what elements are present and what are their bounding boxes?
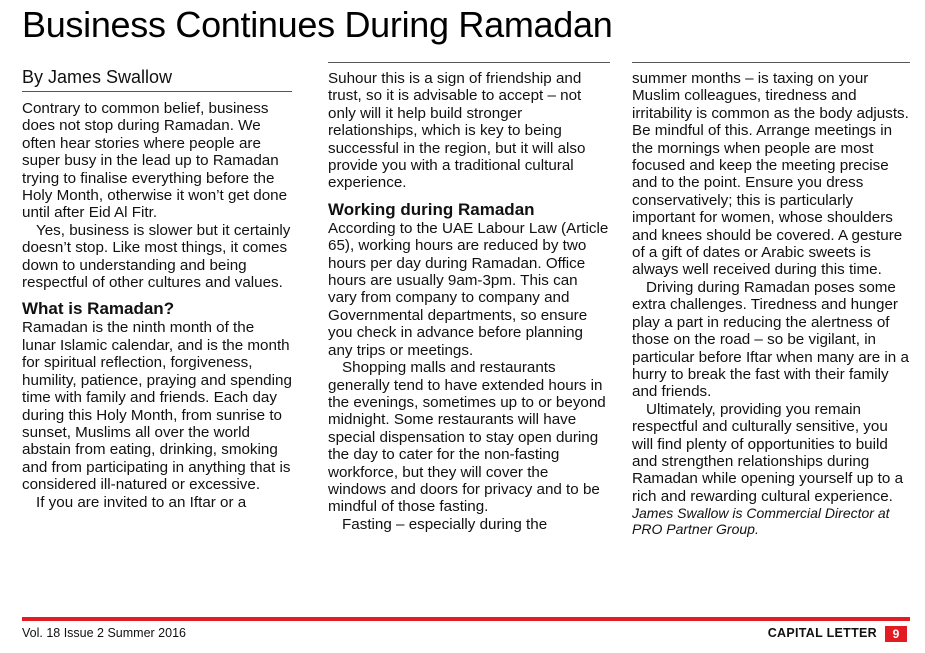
publication-name: CAPITAL LETTER <box>767 626 877 640</box>
column-rule-3 <box>632 62 910 63</box>
article-column-1 <box>22 66 292 511</box>
article-column-3 <box>632 70 910 537</box>
paragraph: According to the UAE Labour Law (Article 65), working hours are reduced by two hours per day during Ramadan. Office hours are usually 9am-3pm. This can vary from company to company and Governmental departments, so ensure you check in advance before planning any trips or meetings. <box>328 219 609 359</box>
paragraph: Ultimately, providing you remain respectful and culturally sensitive, you will find plenty of opportunities to build and strengthen relationships during Ramadan while opening yourself up to a rich and rewarding cultural experience. <box>632 400 904 505</box>
paragraph: Ramadan is the ninth month of the lunar Islamic calendar, and is the month for spiritual reflection, forgiveness, humility, patience, praying and spending time with family and friends. Each day during this Holy Month, from sunrise to sunset, Muslims all over the world abstain from eating, drinking, smoking and from participating in anything that is considered ill-natured or excessive. <box>22 319 292 494</box>
section-heading: Working during Ramadan <box>328 199 535 219</box>
paragraph: Driving during Ramadan poses some extra challenges. Tiredness and hunger play a part in reducing the alertness of those on the road – so be vigilant, in particular before Iftar when many are in a hurry to break the fast with their family and friends. <box>632 278 909 401</box>
byline: By James Swallow <box>22 67 173 87</box>
article-column-2 <box>328 70 610 533</box>
paragraph: Suhour this is a sign of friendship and trust, so it is advisable to accept – not only will it help build stronger relationships, which is key to being successful in the region, but it will also provide you with a traditional cultural experience. <box>328 70 586 192</box>
page-number: 9 <box>885 626 907 642</box>
issue-info: Vol. 18 Issue 2 Summer 2016 <box>22 626 186 640</box>
paragraph: summer months – is taxing on your Muslim colleagues, tiredness and irritability is common as the body adjusts. Be mindful of this. Arrange meetings in the mornings when people are most focused and keep the meeting precise and to the point. Ensure you dress conservatively; this is particularly important for women, whose shoulders and knees should be covered. A gesture of a gift of dates or Arabic sweets is always well received during this time. <box>632 70 909 279</box>
column-rule-2 <box>328 62 610 63</box>
paragraph: Yes, business is slower but it certainly doesn’t stop. Like most things, it comes down to understanding and being respectful of other cultures and values. <box>22 221 291 292</box>
paragraph: If you are invited to an Iftar or a <box>36 493 247 511</box>
section-heading: What is Ramadan? <box>22 299 175 319</box>
author-note: James Swallow is Commercial Director at PRO Partner Group. <box>632 505 890 538</box>
paragraph: Contrary to common belief, business does not stop during Ramadan. We often hear stories where people are super busy in the lead up to Ramadan trying to finalise everything before the Holy Month, otherwise it won’t get done until after Eid Al Fitr. <box>22 100 288 222</box>
article-headline: Business Continues During Ramadan <box>22 4 613 45</box>
footer-accent-bar <box>22 617 910 621</box>
paragraph: Shopping malls and restaurants generally tend to have extended hours in the evenings, sometimes up to or beyond midnight. Some restaurants will have special dispensation to stay open during the day to cater for the non-fasting workforce, but they will cover the windows and doors for privacy and to be mindful of those fasting. <box>328 359 606 516</box>
paragraph: Fasting – especially during the <box>342 515 548 533</box>
